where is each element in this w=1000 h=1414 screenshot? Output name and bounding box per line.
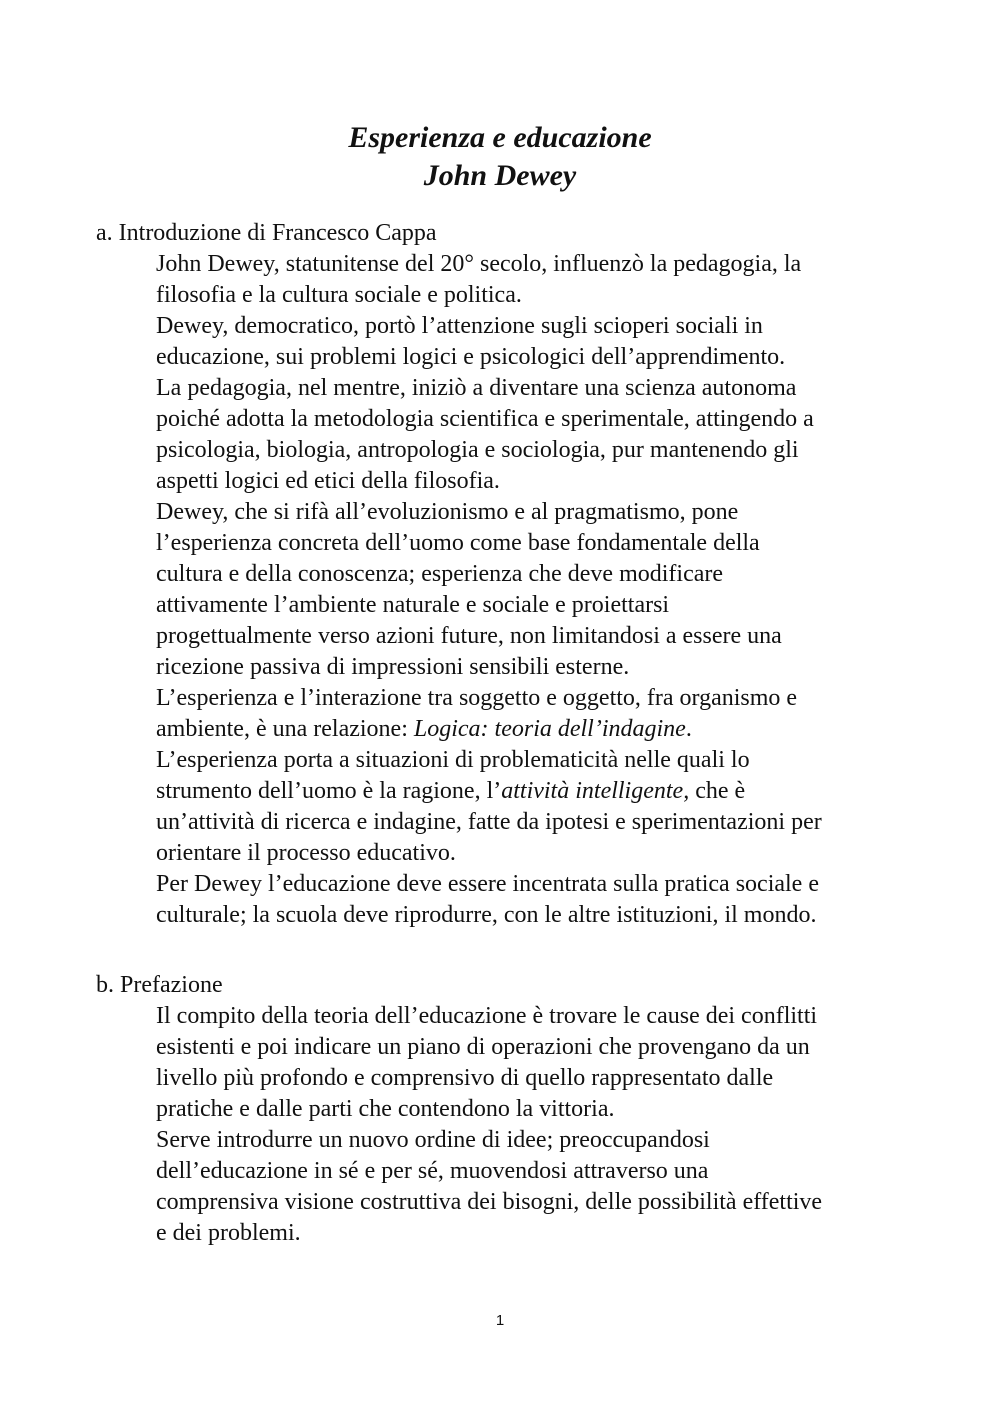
- document-author: John Dewey: [423, 159, 577, 192]
- text-line: [156, 652, 916, 683]
- text-segment: e dei problemi.: [156, 1220, 301, 1246]
- text-line: [156, 404, 916, 435]
- text-segment: Il compito della teoria dell’educazione è trovare le cause dei conflitti: [156, 1003, 818, 1029]
- text-segment: filosofia e la cultura sociale e politica.: [156, 282, 522, 308]
- text-segment: aspetti logici ed etici della filosofia.: [156, 468, 500, 494]
- text-segment: pratiche e dalle parti che contendono la vittoria.: [156, 1096, 615, 1122]
- text-segment: dell’educazione in sé e per sé, muovendosi attraverso una: [156, 1158, 709, 1184]
- text-segment: un’attività di ricerca e indagine, fatte da ipotesi e sperimentazioni per: [156, 809, 822, 835]
- text-line: [156, 1218, 916, 1249]
- text-line: [156, 807, 916, 838]
- text-line: [156, 435, 916, 466]
- text-segment: livello più profondo e comprensivo di quello rappresentato dalle: [156, 1065, 774, 1091]
- text-segment: poiché adotta la metodologia scientifica e sperimentale, attingendo a: [156, 406, 814, 432]
- text-line: [156, 1156, 916, 1187]
- italic-text: Logica: teoria dell’indagine: [413, 716, 686, 742]
- text-segment: L’esperienza e l’interazione tra soggetto e oggetto, fra organismo e: [156, 685, 798, 711]
- text-line: [156, 1094, 916, 1125]
- text-segment: strumento dell’uomo è la ragione, l’: [156, 778, 502, 804]
- text-segment: John Dewey, statunitense del 20° secolo, influenzò la pedagogia, la: [156, 251, 802, 277]
- section-heading-preface: b. Prefazione: [96, 972, 223, 998]
- text-line: [156, 776, 916, 807]
- text-segment: cultura e della conoscenza; esperienza che deve modificare: [156, 561, 724, 587]
- text-segment: attivamente l’ambiente naturale e sociale e proiettarsi: [156, 592, 670, 618]
- section-body-preface: [156, 1001, 916, 1249]
- text-segment: L’esperienza porta a situazioni di problematicità nelle quali lo: [156, 747, 750, 773]
- text-segment: orientare il processo educativo.: [156, 840, 456, 866]
- section-heading-introduction: a. Introduzione di Francesco Cappa: [96, 220, 437, 246]
- text-line: [156, 900, 916, 931]
- document-title: Esperienza e educazione: [348, 121, 652, 154]
- text-line: [156, 373, 916, 404]
- text-segment: che è: [689, 778, 746, 804]
- text-line: [156, 249, 916, 280]
- text-line: [156, 1001, 916, 1032]
- text-line: [156, 621, 916, 652]
- text-segment: l’esperienza concreta dell’uomo come base fondamentale della: [156, 530, 760, 556]
- text-line: [156, 497, 916, 528]
- text-line: [156, 342, 916, 373]
- text-segment: progettualmente verso azioni future, non limitandosi a essere una: [156, 623, 782, 649]
- text-line: [156, 683, 916, 714]
- section-body-introduction: [156, 249, 916, 931]
- text-line: [156, 559, 916, 590]
- text-line: [156, 1187, 916, 1218]
- text-line: [156, 280, 916, 311]
- text-line: [156, 466, 916, 497]
- text-line: [156, 1063, 916, 1094]
- text-segment: La pedagogia, nel mentre, iniziò a diventare una scienza autonoma: [156, 375, 797, 401]
- text-line: [156, 869, 916, 900]
- text-segment: Serve introdurre un nuovo ordine di idee; preoccupandosi: [156, 1127, 710, 1153]
- text-line: [156, 1032, 916, 1063]
- text-line: [156, 590, 916, 621]
- text-segment: ambiente, è una relazione:: [156, 716, 414, 742]
- text-line: [156, 838, 916, 869]
- page-number: 1: [495, 1312, 505, 1329]
- text-segment: esistenti e poi indicare un piano di operazioni che provengano da un: [156, 1034, 810, 1060]
- text-segment: culturale; la scuola deve riprodurre, con le altre istituzioni, il mondo.: [156, 902, 817, 928]
- text-line: [156, 1125, 916, 1156]
- text-segment: Dewey, che si rifà all’evoluzionismo e al pragmatismo, pone: [156, 499, 739, 525]
- text-segment: ricezione passiva di impressioni sensibili esterne.: [156, 654, 630, 680]
- text-segment: comprensiva visione costruttiva dei bisogni, delle possibilità effettive: [156, 1189, 823, 1215]
- italic-text: attività intelligente,: [501, 778, 690, 804]
- text-segment: Dewey, democratico, portò l’attenzione sugli scioperi sociali in: [156, 313, 763, 339]
- text-segment: psicologia, biologia, antropologia e sociologia, pur mantenendo gli: [156, 437, 799, 463]
- text-line: [156, 714, 916, 745]
- text-line: [156, 311, 916, 342]
- text-line: [156, 528, 916, 559]
- text-line: [156, 745, 916, 776]
- text-segment: educazione, sui problemi logici e psicologici dell’apprendimento.: [156, 344, 786, 370]
- text-segment: .: [685, 716, 692, 742]
- text-segment: Per Dewey l’educazione deve essere incentrata sulla pratica sociale e: [156, 871, 819, 897]
